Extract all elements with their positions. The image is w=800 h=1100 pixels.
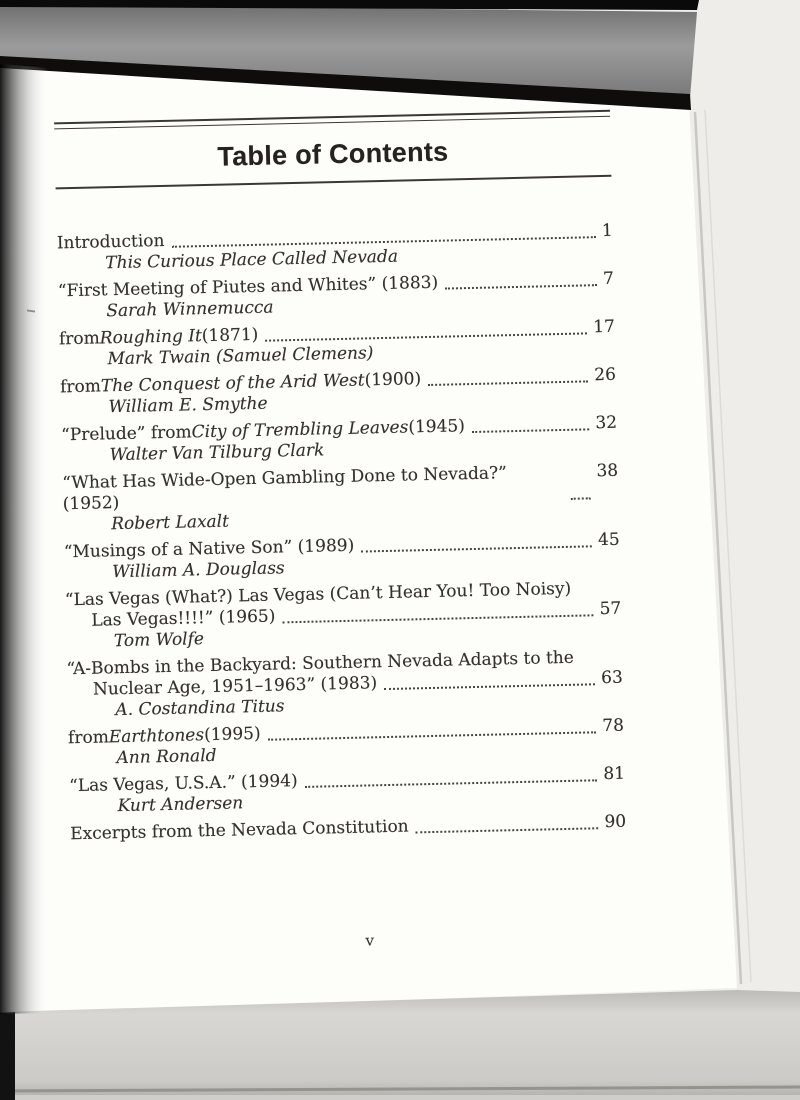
entry-dot-leader bbox=[445, 284, 597, 289]
entry-title-line bbox=[70, 812, 626, 846]
entry-title-text: “First Meeting of Piutes and Whites” (1883) bbox=[57, 272, 439, 302]
toc-entry bbox=[62, 461, 619, 537]
work-title-italic: City of Trembling Leaves bbox=[191, 417, 409, 443]
work-title-italic: Roughing It bbox=[99, 326, 203, 349]
toc-entry bbox=[60, 365, 617, 420]
entry-title-text: “Musings of a Native Son” (1989) bbox=[63, 535, 355, 563]
entry-page-number: 38 bbox=[596, 460, 619, 482]
work-title-italic: The Conquest of the Arid West bbox=[100, 370, 365, 397]
entry-title-text: “Las Vegas, U.S.A.” (1994) bbox=[68, 771, 298, 797]
entry-page-number: 45 bbox=[597, 529, 620, 551]
entry-title-text: “Prelude” from bbox=[60, 422, 192, 446]
entry-title-text: “Las Vegas (What?) Las Vegas (Can’t Hear You! Too Noisy) bbox=[64, 578, 572, 611]
entry-title-text: from bbox=[59, 376, 102, 398]
entry-byline: Kurt Andersen bbox=[117, 793, 244, 817]
gutter-shadow bbox=[0, 64, 48, 1014]
entry-byline: Tom Wolfe bbox=[113, 629, 205, 652]
entry-byline: Walter Van Tilburg Clark bbox=[109, 440, 325, 466]
toc-entry bbox=[65, 578, 622, 654]
entry-page-number: 57 bbox=[599, 598, 622, 620]
work-title-italic: Earthtones bbox=[108, 725, 205, 748]
toc-content bbox=[54, 110, 630, 1002]
entry-title-text: Introduction bbox=[56, 230, 165, 254]
entry-byline: Ann Ronald bbox=[116, 745, 217, 769]
entry-page-number: 7 bbox=[602, 268, 615, 290]
entry-page-number: 17 bbox=[593, 316, 616, 338]
entry-title-text: (1995) bbox=[203, 723, 261, 746]
left-spine-strip bbox=[0, 1012, 15, 1100]
entry-dot-leader bbox=[472, 428, 590, 433]
stack-light-strip bbox=[0, 1095, 800, 1100]
entry-dot-leader bbox=[571, 497, 591, 499]
toc-entry bbox=[64, 530, 621, 585]
entry-title-text: (1871) bbox=[201, 324, 259, 347]
toc-entry bbox=[66, 647, 623, 723]
toc-entries bbox=[57, 221, 627, 845]
entry-page-number: 78 bbox=[602, 715, 625, 737]
entry-page-number: 81 bbox=[603, 763, 626, 785]
entry-page-number: 26 bbox=[594, 364, 617, 386]
entry-page-number: 90 bbox=[604, 811, 627, 833]
entry-title-text: from bbox=[58, 328, 101, 350]
entry-page-number: 63 bbox=[600, 667, 624, 689]
entry-byline: William A. Douglass bbox=[112, 558, 285, 583]
entry-byline: Sarah Winnemucca bbox=[106, 297, 274, 322]
entry-page-number: 1 bbox=[601, 220, 613, 242]
toc-entry bbox=[61, 413, 618, 468]
entry-title-text: from bbox=[67, 727, 110, 749]
entry-byline: A. Costandina Titus bbox=[115, 696, 285, 721]
entry-title-text: (1900) bbox=[364, 369, 422, 391]
page-title: Table of Contents bbox=[217, 136, 449, 172]
entry-title-text: “What Has Wide-Open Gambling Done to Nevada?” (1952) bbox=[62, 463, 508, 515]
entry-dot-leader bbox=[428, 380, 588, 386]
folio-page-number: v bbox=[365, 931, 375, 950]
entry-title-text: Excerpts from the Nevada Constitution bbox=[70, 816, 409, 845]
toc-entry bbox=[58, 269, 615, 324]
entry-page-number: 32 bbox=[595, 412, 618, 434]
entry-title-text: Nuclear Age, 1951–1963” (1983) bbox=[92, 673, 378, 700]
entry-title-text: Las Vegas!!!!” (1965) bbox=[91, 606, 276, 631]
toc-entry bbox=[70, 812, 626, 846]
entry-dot-leader bbox=[416, 827, 599, 833]
toc-entry bbox=[68, 716, 625, 771]
entry-title-text: (1945) bbox=[408, 416, 466, 438]
entry-title-text: “A-Bombs in the Backyard: Southern Nevada Adapts to the bbox=[66, 647, 575, 680]
entry-byline: Mark Twain (Samuel Clemens) bbox=[107, 343, 374, 370]
toc-entry bbox=[59, 317, 616, 372]
toc-entry bbox=[69, 764, 626, 819]
title-rule-bottom bbox=[56, 175, 612, 190]
entry-byline: This Curious Place Called Nevada bbox=[105, 246, 399, 274]
entry-byline: Robert Laxalt bbox=[110, 511, 230, 535]
entry-byline: William E. Smythe bbox=[108, 393, 268, 418]
toc-entry bbox=[57, 221, 614, 276]
